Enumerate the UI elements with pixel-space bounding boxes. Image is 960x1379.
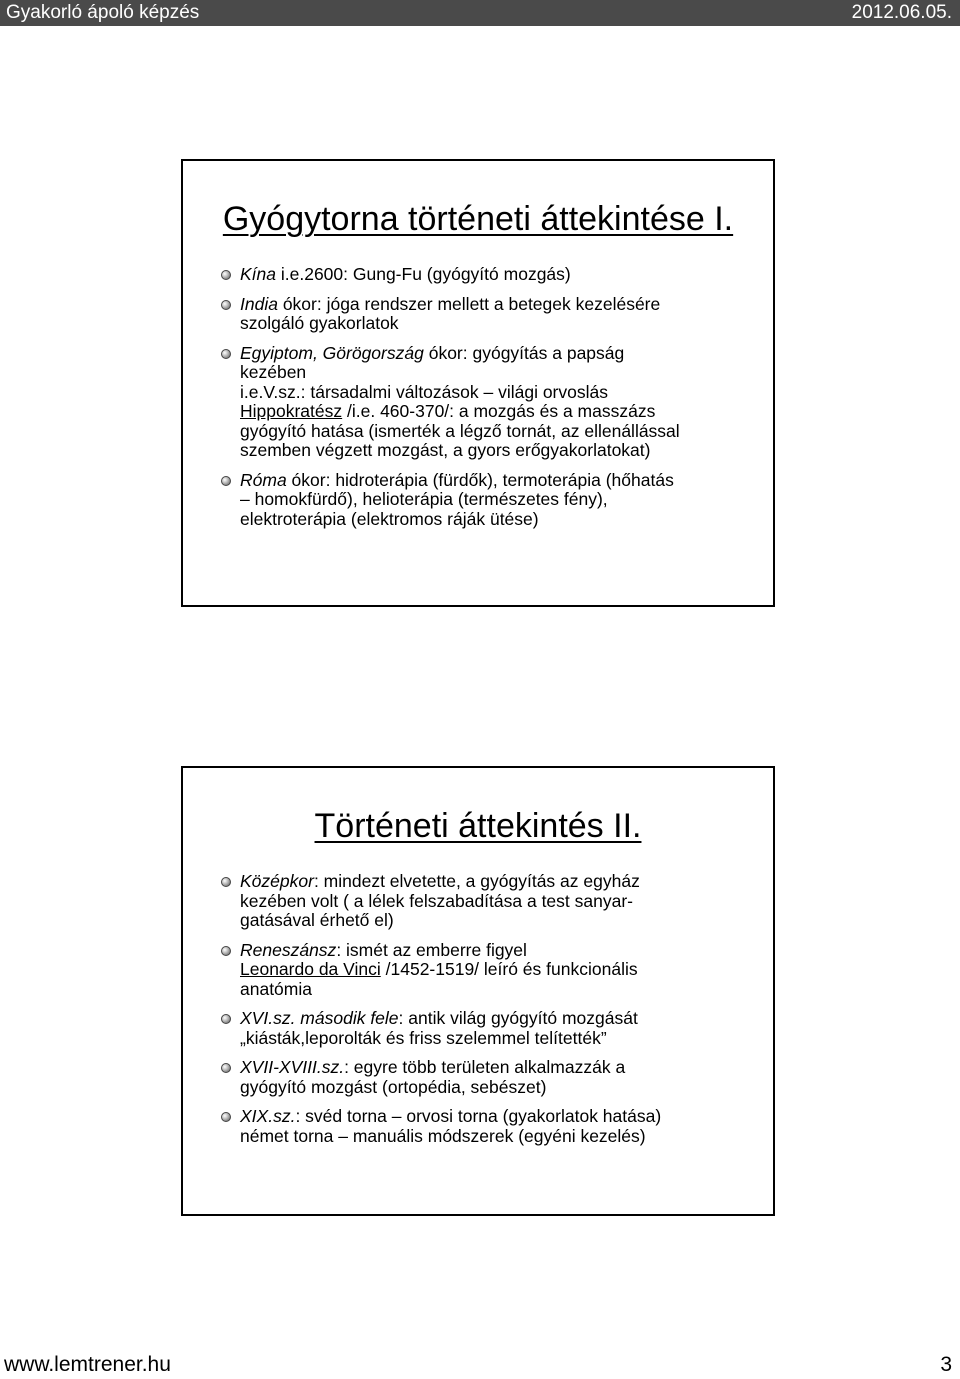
hippokratesz-link: Hippokratész [240,401,343,421]
bullet-hippokratesz: i.e.V.sz.: társadalmi változások – világi orvoslás Hippokratész /i.e. 460-370/: a mozgás és a masszázs gyógyító hatása (ismerték a légző tornát, az ellenállással szemben végzett mozgást, a gyors erőgyakorlatokat) [240,381,680,460]
bullet-icon [221,349,231,359]
bullet-xvi: XVI.sz. második fele: antik világ gyógyító mozgását „kiásták,leporolták és friss szelemmel telítették” [221,1009,761,1048]
bullet-icon [221,1014,231,1024]
slide-1-title: Gyógytorna történeti áttekintése I. [222,200,734,238]
slide-1-bullets [221,265,761,539]
page-number: 3 [940,1353,952,1376]
page-header [0,0,960,26]
bullet-xix: XIX.sz.: svéd torna – orvosi torna (gyakorlatok hatása) német torna – manuális módszerek (egyéni kezelés) [221,1107,761,1146]
bullet-kina: Kína i.e.2600: Gung-Fu (gyógyító mozgás) [221,265,761,285]
bullet-reneszansz: Reneszánsz: ismét az emberre figyel Leonardo da Vinci /1452-1519/ leíró és funkcionális anatómia [221,941,761,1000]
slide-2-title: Történeti áttekintés II. [314,807,642,845]
bullet-icon [221,946,231,956]
page-footer [0,1348,960,1376]
footer-site: www.lemtrener.hu [4,1353,171,1376]
bullet-icon [221,877,231,887]
slide-2 [181,766,775,1216]
header-title: Gyakorló ápoló képzés [6,2,200,23]
header-date: 2012.06.05. [851,2,952,23]
bullet-icon [221,270,231,280]
slide-1 [181,159,775,607]
bullet-egyiptom: Egyiptom, Görögország ókor: gyógyítás a papság kezében [221,344,761,383]
bullet-roma: Róma ókor: hidroterápia (fürdők), termoterápia (hőhatás – homokfürdő), helioterápia (természetes fény), elektroterápia (elektromos ráják ütése) [221,471,761,530]
bullet-icon [221,476,231,486]
bullet-xvii-xviii: XVII-XVIII.sz.: egyre több területen alkalmazzák a gyógyító mozgást (ortopédia, sebészet) [221,1058,761,1097]
bullet-icon [221,300,231,310]
leonardo-link: Leonardo da Vinci [240,959,381,979]
bullet-kozepkor: Középkor: mindezt elvetette, a gyógyítás az egyház kezében volt ( a lélek felszabadítása a test sanyar- gatásával érhető el) [221,872,761,931]
bullet-icon [221,1112,231,1122]
bullet-icon [221,1063,231,1073]
slide-2-bullets [221,872,761,1156]
bullet-india: India ókor: jóga rendszer mellett a betegek kezelésére szolgáló gyakorlatok [221,295,761,334]
